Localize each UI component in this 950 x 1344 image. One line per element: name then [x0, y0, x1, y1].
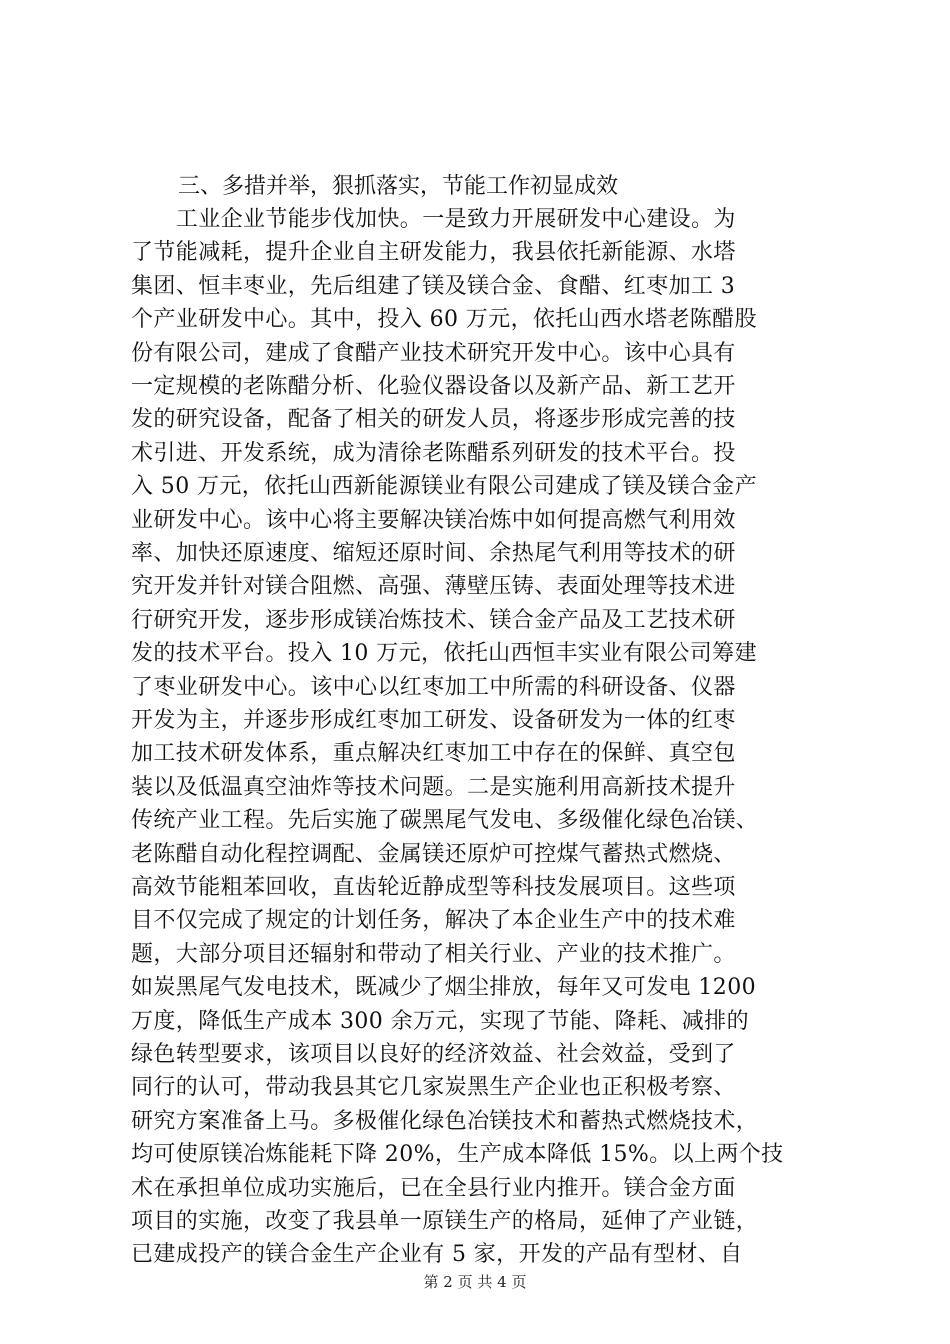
body-line: 研究方案准备上马。多极催化绿色冶镁技术和蓄热式燃烧技术， — [131, 1108, 759, 1134]
body-line: 了枣业研发中心。该中心以红枣加工中所需的科研设备、仪器 — [131, 674, 736, 700]
body-line: 加工技术研发体系，重点解决红枣加工中存在的保鲜、真空包 — [131, 741, 736, 767]
body-line: 究开发并针对镁合阻燃、高强、薄壁压铸、表面处理等技术进 — [131, 574, 736, 600]
body-line: 集团、恒丰枣业，先后组建了镁及镁合金、食醋、红枣加工 3 — [131, 273, 736, 299]
body-line: 同行的认可，带动我县其它几家炭黑生产企业也正积极考察、 — [131, 1075, 736, 1101]
body-line: 术在承担单位成功实施后，已在全县行业内推开。镁合金方面 — [131, 1175, 736, 1201]
body-line: 率、加快还原速度、缩短还原时间、余热尾气利用等技术的研 — [131, 541, 736, 566]
body-line: 万度，降低生产成本 300 余万元，实现了节能、降耗、减排的 — [131, 1008, 749, 1034]
body-line: 发的研究设备，配备了相关的研发人员，将逐步形成完善的技 — [131, 407, 736, 433]
body-line: 题，大部分项目还辐射和带动了相关行业、产业的技术推广。 — [131, 941, 736, 967]
body-line: 绿色转型要求，该项目以良好的经济效益、社会效益，受到了 — [131, 1042, 736, 1067]
body-line: 传统产业工程。先后实施了碳黑尾气发电、多级催化绿色冶镁、 — [131, 808, 759, 834]
body-line: 入 50 万元，依托山西新能源镁业有限公司建成了镁及镁合金产 — [131, 474, 757, 500]
body-line: 业研发中心。该中心将主要解决镁冶炼中如何提高燃气利用效 — [131, 507, 736, 533]
body-line: 高效节能粗苯回收，直齿轮近静成型等科技发展项目。这些项 — [131, 875, 736, 900]
body-line: 已建成投产的镁合金生产企业有 5 家，开发的产品有型材、自 — [131, 1242, 743, 1268]
body-line: 行研究开发，逐步形成镁冶炼技术、镁合金产品及工艺技术研 — [131, 607, 736, 633]
body-line: 目不仅完成了规定的计划任务，解决了本企业生产中的技术难 — [131, 908, 736, 934]
body-line: 项目的实施，改变了我县单一原镁生产的格局，延伸了产业链， — [131, 1209, 759, 1234]
body-line: 工业企业节能步伐加快。一是致力开展研发中心建设。为 — [131, 207, 736, 232]
body-line: 了节能减耗，提升企业自主研发能力，我县依托新能源、水塔 — [131, 240, 736, 266]
body-line: 发的技术平台。投入 10 万元，依托山西恒丰实业有限公司筹建 — [131, 641, 757, 667]
section-heading: 三、多措并举，狠抓落实，节能工作初显成效 — [178, 174, 619, 199]
body-line: 个产业研发中心。其中，投入 60 万元，依托山西水塔老陈醋股 — [131, 307, 757, 333]
body-line: 术引进、开发系统，成为清徐老陈醋系列研发的技术平台。投 — [131, 440, 736, 466]
page-footer: 第 2 页 共 4 页 — [423, 1273, 527, 1291]
body-line: 开发为主，并逐步形成红枣加工研发、设备研发为一体的红枣 — [131, 708, 736, 733]
body-line: 均可使原镁冶炼能耗下降 20%，生产成本降低 15%。以上两个技 — [131, 1142, 784, 1168]
body-line: 老陈醋自动化程控调配、金属镁还原炉可控煤气蓄热式燃烧、 — [131, 841, 736, 867]
body-line: 装以及低温真空油炸等技术问题。二是实施利用高新技术提升 — [131, 774, 736, 800]
body-line: 如炭黑尾气发电技术，既减少了烟尘排放，每年又可发电 1200 — [131, 975, 756, 1001]
body-line: 一定规模的老陈醋分析、化验仪器设备以及新产品、新工艺开 — [131, 374, 736, 399]
body-line: 份有限公司，建成了食醋产业技术研究开发中心。该中心具有 — [131, 340, 736, 366]
